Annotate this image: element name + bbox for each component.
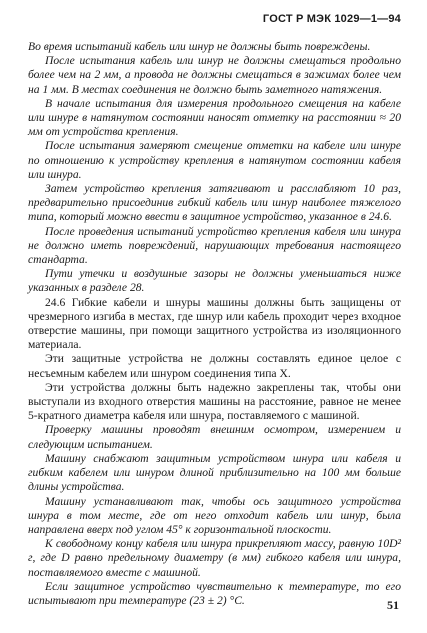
paragraph: После испытания кабель или шнур не должны смещаться продольно более чем на 2 мм, а провода не должны смещаться в зажимах более чем на 1 мм. В местах соединения не должно быть заметного натяжения. bbox=[28, 54, 401, 96]
paragraph: Затем устройство крепления затягивают и расслабляют 10 раз, предварительно присоединив гибкий кабель или шнур наиболее тяжелого типа, который можно ввести в защитное устройство, указанное в 24.6. bbox=[28, 182, 401, 224]
page-header: ГОСТ Р МЭК 1029—1—94 bbox=[262, 13, 401, 25]
paragraph: Эти защитные устройства не должны составлять единое целое с несъемным кабелем или шнуром соединения типа X. bbox=[28, 352, 401, 380]
paragraph: 24.6 Гибкие кабели и шнуры машины должны быть защищены от чрезмерного изгиба в местах, где шнур или кабель проходит через входное отверстие машины, при помощи защитного устройства из изоляционного материала. bbox=[28, 295, 401, 352]
paragraph: Во время испытаний кабель или шнур не должны быть повреждены. bbox=[28, 40, 371, 53]
paragraph: Пути утечки и воздушные зазоры не должны уменьшаться ниже указанных в разделе 28. bbox=[28, 267, 401, 295]
paragraph: Если защитное устройство чувствительно к температуре, то его испытывают при температуре (23 ± 2) °С. bbox=[28, 579, 401, 607]
page-number: 51 bbox=[387, 598, 399, 612]
paragraph: После испытания замеряют смещение отметки на кабеле или шнуре по отношению к устройству крепления в натянутом состоянии кабеля или шнура. bbox=[28, 139, 401, 181]
paragraph: В начале испытания для измерения продольного смещения на кабеле или шнуре в натянутом состоянии наносят отметку на расстоянии ≈ 20 мм от устройства крепления. bbox=[28, 96, 401, 139]
paragraph: После проведения испытаний устройство крепления кабеля или шнура не должно иметь повреждений, нарушающих требования настоящего стандарта. bbox=[28, 224, 401, 267]
paragraph: Машину устанавливают так, чтобы ось защитного устройства шнура в том месте, где от него отходит кабель или шнур, была направлена вверх под углом 45° к горизонтальной плоскости. bbox=[28, 494, 401, 536]
paragraph: Эти устройства должны быть надежно закреплены так, чтобы они выступали из входного отверстия машины на расстояние, равное не менее 5-кратного диаметра кабеля или шнура, поставляемого с машиной. bbox=[28, 380, 401, 423]
page-body bbox=[28, 40, 401, 608]
paragraph: Проверку машины проводят внешним осмотром, измерением и следующим испытанием. bbox=[28, 423, 401, 451]
paragraph: К свободному концу кабеля или шнура прикрепляют массу, равную 10D² г, где D равно предельному диаметру (в мм) гибкого кабеля или шнура, поставляемого вместе с машиной. bbox=[28, 537, 401, 579]
paragraph: Машину снабжают защитным устройством шнура или кабеля и гибким кабелем или шнуром длиной приблизительно на 100 мм больше длины устройства. bbox=[28, 451, 401, 494]
